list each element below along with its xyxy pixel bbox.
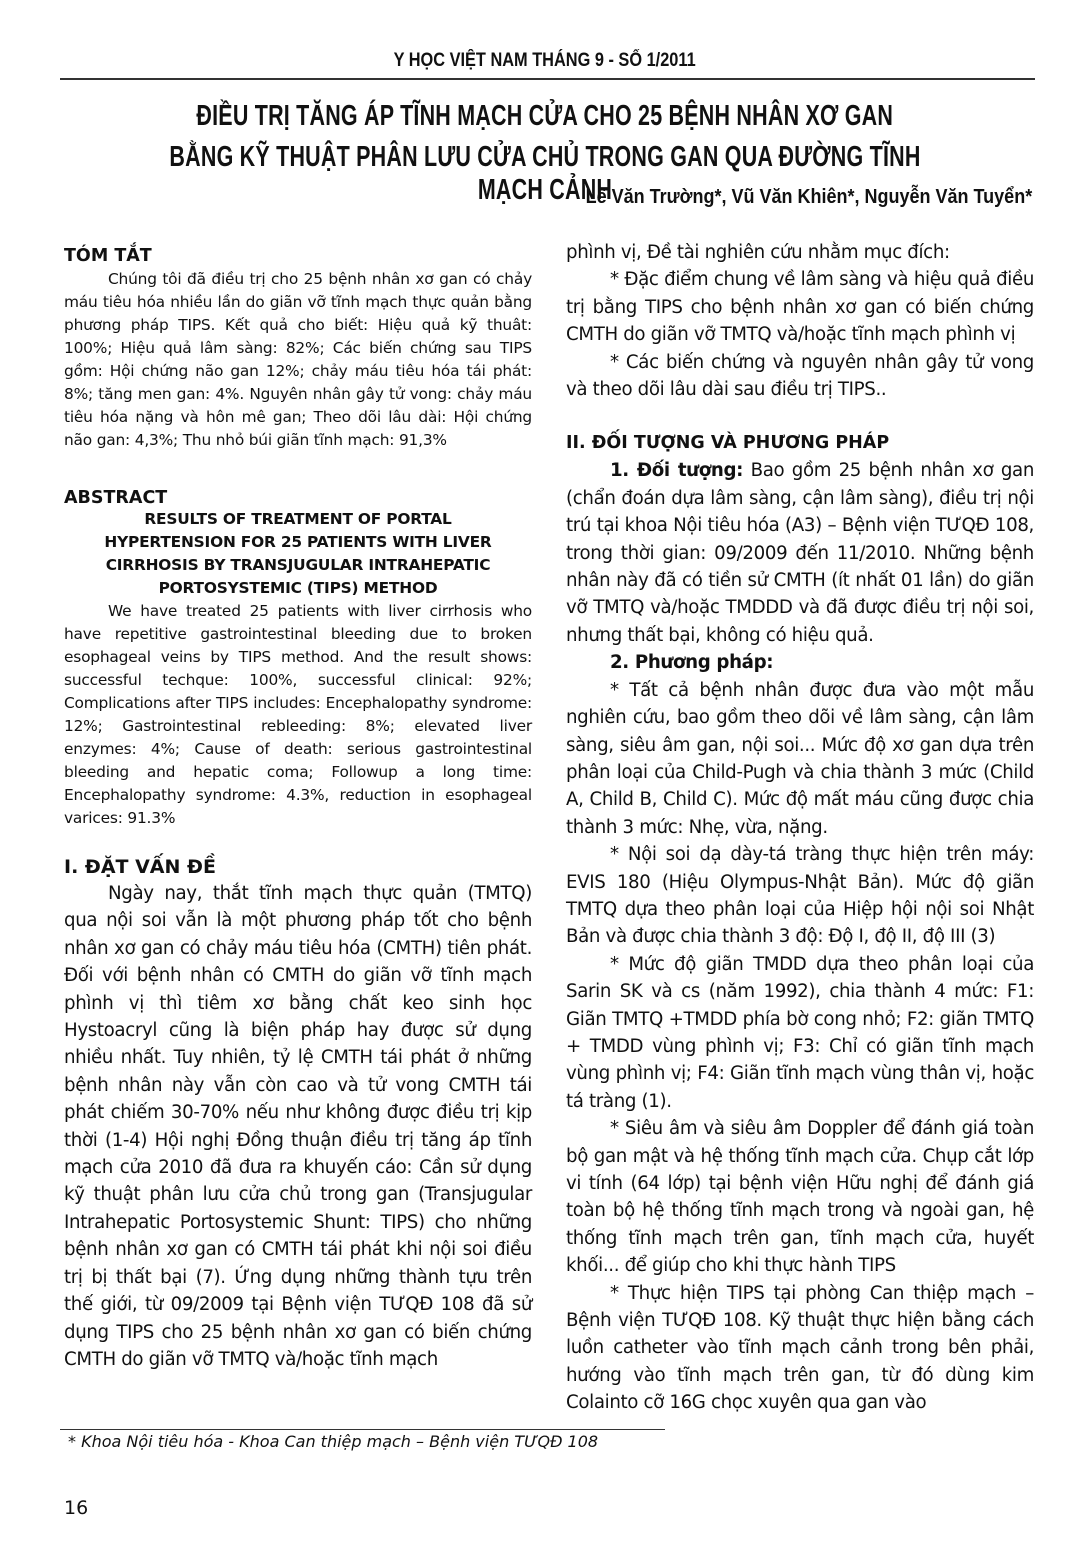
two-columns bbox=[64, 239, 1035, 1417]
tomtat-section bbox=[64, 239, 532, 452]
abstract-section bbox=[64, 488, 532, 830]
abstract-title-line: PORTOSYSTEMIC (TIPS) METHOD bbox=[158, 579, 438, 597]
subjects-text: Bao gồm 25 bệnh nhân xơ gan (chẩn đoán dựa lâm sàng, cận lâm sàng), điều trị nội trú tại khoa Nội tiêu hóa (A3) – Bệnh viện TƯQĐ 108, trong thời gian: 09/2009 đến 11/2010. Những bệnh nhân này đã có tiền sử CMTH (ít nhất 01 lần) do giãn vỡ TMTQ và/hoặc TMDDD và đã được điều trị nội soi, nhưng thất bại, không có hiệu quả. bbox=[566, 460, 1035, 646]
left-column bbox=[64, 239, 532, 1373]
aim-item: * Đặc điểm chung về lâm sàng và hiệu quả điều trị bằng TIPS cho bệnh nhân xơ gan có biến chứng CMTH do giãn vỡ TMTQ và/hoặc tĩnh mạch phình vị bbox=[566, 269, 1034, 346]
header-rule bbox=[60, 78, 1035, 80]
section1-text: Ngày nay, thắt tĩnh mạch thực quản (TMTQ) qua nội soi vẫn là một phương pháp tốt cho bệnh nhân xơ gan có chảy máu tiêu hóa (CMTH) tiên phát. Đối với bệnh nhân có CMTH do giãn vỡ tĩnh mạch phình vị thì tiêm xơ bằng chất keo sinh học Hystoacryl cũng là biện pháp hay được sử dụng nhiều nhất. Tuy nhiên, tỷ lệ CMTH tái phát ở những bệnh nhân này vẫn còn cao và tử vong CMTH tái phát chiếm 30-70% nếu như không được điều trị kịp thời (1-4) Hội nghị Đồng thuận điều trị tăng áp tĩnh mạch cửa 2010 đã đưa ra khuyến cáo: Cần sử dụng kỹ thuật phân lưu cửa chủ trong gan (Transjugular Intrahepatic Portosystemic Shunt: TIPS) cho những bệnh nhân xơ gan có CMTH tái phát khi nội soi điều trị bị thất bại (7). Ứng dụng những thành tựu trên thế giới, từ 09/2009 tại Bệnh viện TƯQĐ 108 đã sử dụng TIPS cho 25 bệnh nhân xơ gan có biến chứng CMTH do giãn vỡ TMTQ và/hoặc tĩnh mạch bbox=[64, 883, 532, 1370]
method-item: * Tất cả bệnh nhân được đưa vào một mẫu nghiên cứu, bao gồm theo dõi về lâm sàng, cận lâm sàng, siêu âm gan, nội soi... Mức độ xơ gan dựa trên phân loại của Child-Pugh và chia thành 3 mức (Child A, Child B, Child C). Mức độ mất máu cũng được chia thành 3 mức: Nhẹ, vừa, nặng. bbox=[566, 679, 1034, 838]
section1-heading: I. ĐẶT VẤN ĐỀ bbox=[64, 856, 216, 878]
abstract-title-line: HYPERTENSION FOR 25 PATIENTS WITH LIVER bbox=[104, 533, 492, 551]
section1 bbox=[64, 856, 532, 1373]
abstract-title-line: RESULTS OF TREATMENT OF PORTAL bbox=[144, 510, 452, 528]
method-item: * Nội soi dạ dày-tá tràng thực hiện trên máy: EVIS 180 (Hiệu Olympus-Nhật Bản). Mức độ giãn TMTQ dựa theo phân loại của Hiệp hội nội soi Nhật Bản và được chia thành 3 độ: Độ I, độ II, độ III (3) bbox=[566, 844, 1034, 948]
footnote-rule bbox=[60, 1429, 665, 1431]
subjects-paragraph bbox=[566, 457, 1034, 649]
method-item: * Thực hiện TIPS tại phòng Can thiệp mạch – Bệnh viện TƯQĐ 108. Kỹ thuật thực hiện bằng cách luồn catheter vào tĩnh mạch cảnh trong bên phải, hướng vào tĩnh mạch trên gan, từ đó dùng kim Colainto cỡ 16G chọc xuyên qua gan vào bbox=[566, 1282, 1034, 1414]
page-number: 16 bbox=[64, 1497, 89, 1520]
tomtat-text: Chúng tôi đã điều trị cho 25 bệnh nhân xơ gan có chảy máu tiêu hóa nhiều lần do giãn vỡ tĩnh mạch thực quản bằng phương pháp TIPS. Kết quả cho biết: Hiệu quả kỹ thuât: 100%; Hiệu quả lâm sàng: 82%; Các biến chứng sau TIPS gồm: Hội chứng não gan 12%; chảy máu tiêu hóa tái phát: 8%; tăng men gan: 4%. Nguyên nhân gây tử vong: chảy máu tiêu hóa nặng và hôn mê gan; Theo dõi lâu dài: Hội chứng não gan: 4,3%; Thu nhỏ búi giãn tĩnh mạch: 91,3% bbox=[64, 270, 532, 449]
title-line-1: ĐIỀU TRỊ TĂNG ÁP TĨNH MẠCH CỬA CHO 25 BỆNH NHÂN XƠ GAN bbox=[196, 100, 894, 132]
tomtat-heading: TÓM TẮT bbox=[64, 246, 152, 266]
authors: Lê Văn Trường*, Vũ Văn Khiên*, Nguyễn Văn Tuyển* bbox=[585, 186, 1032, 208]
section1-continued: phình vị, Đề tài nghiên cứu nhằm mục đích: bbox=[566, 242, 950, 263]
abstract-title-line: CIRRHOSIS BY TRANSJUGULAR INTRAHEPATIC bbox=[105, 556, 491, 574]
method-item: * Siêu âm và siêu âm Doppler để đánh giá toàn bộ gan mật và hệ thống tĩnh mạch cửa. Chụp cắt lớp vi tính (64 lớp) tại bệnh viện Hữu nghị để đánh giá toàn bộ hệ thống tĩnh mạch trong và ngoài gan, hệ thống tĩnh mạch trên gan, tĩnh mạch cửa, huyết khối... để giúp cho khi thực hành TIPS bbox=[566, 1118, 1034, 1277]
running-head: Y HỌC VIỆT NAM THÁNG 9 - SỐ 1/2011 bbox=[393, 50, 697, 71]
abstract-heading: ABSTRACT bbox=[64, 488, 168, 508]
methods-heading: 2. Phương pháp: bbox=[610, 652, 774, 674]
footnote: * Khoa Nội tiêu hóa - Khoa Can thiệp mạch – Bệnh viện TƯQĐ 108 bbox=[68, 1432, 599, 1452]
title-line-2: BẰNG KỸ THUẬT PHÂN LƯU CỬA CHỦ TRONG GAN QUA ĐƯỜNG TĨNH MẠCH CẢNH bbox=[169, 141, 921, 206]
abstract-text: We have treated 25 patients with liver cirrhosis who have repetitive gastrointestinal bleeding due to broken esophageal veins by TIPS method. And the result shows: successful techque: 100%, successful clinical: 92%; Complications after TIPS includes: Encephalopathy syndrome: 12%; Gastrointestinal rebleeding: 8%; elevated liver enzymes: 4%; Cause of death: serious gastrointestinal bleeding and hepatic coma; Followup a long time: Encephalopathy syndrome: 4.3%, reduction in esophageal varices: 91.3% bbox=[64, 602, 532, 827]
method-item: * Mức độ giãn TMDD dựa theo phân loại của Sarin SK và cs (năm 1992), chia thành 4 mức: F1: Giãn TMTQ +TMDD phía bờ cong nhỏ; F2: giãn TMTQ + TMDD vùng phình vị; F3: Chỉ có giãn tĩnh mạch vùng phình vị; F4: Giãn tĩnh mạch vùng thân vị, hoặc tá tràng (1). bbox=[566, 953, 1034, 1112]
section2-heading: II. ĐỐI TƯỢNG VÀ PHƯƠNG PHÁP bbox=[566, 433, 890, 454]
subjects-label: 1. Đối tượng: bbox=[610, 460, 744, 482]
right-column bbox=[566, 239, 1034, 1417]
aim-item: * Các biến chứng và nguyên nhân gây tử vong và theo dõi lâu dài sau điều trị TIPS.. bbox=[566, 351, 1034, 401]
